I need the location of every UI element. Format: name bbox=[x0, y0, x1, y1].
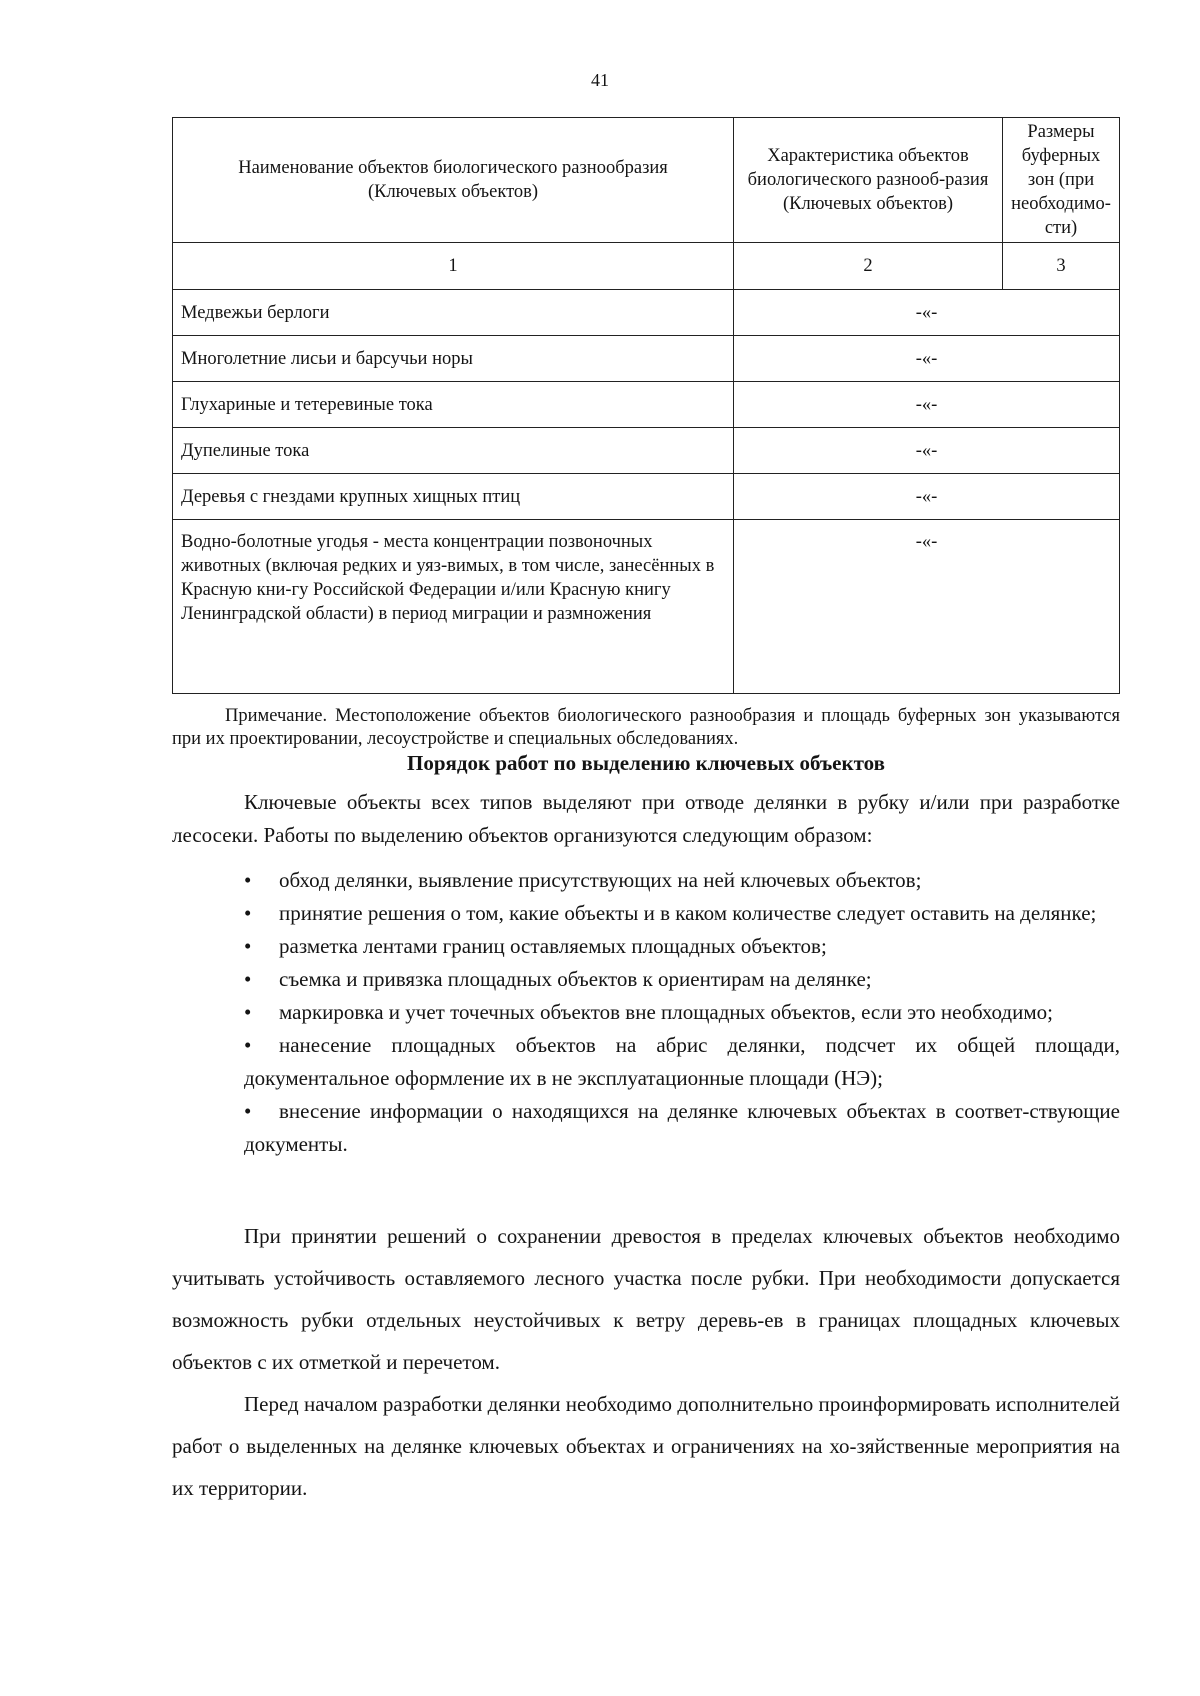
decision-paragraph: При принятии решений о сохранении древостоя в пределах ключевых объектов необходимо учитывать устойчивость оставляемого лесного участка после рубки. При необходимости допускается возможность рубки отдельных неустойчивых к ветру деревь-ев в границах площадных ключевых объектов с их отметкой и перечетом. bbox=[172, 1224, 1120, 1374]
row-value: -«- bbox=[734, 382, 1120, 428]
page-number: 41 bbox=[591, 70, 609, 90]
table-number-row bbox=[173, 243, 1120, 290]
list-item bbox=[172, 864, 1120, 897]
row-value: -«- bbox=[734, 520, 1120, 694]
header-name: Наименование объектов биологического разнообразия (Ключевых объектов) bbox=[173, 118, 734, 243]
row-name: Дупелиные тока bbox=[173, 428, 734, 474]
column-number: 1 bbox=[173, 243, 734, 290]
list-item-text: нанесение площадных объектов на абрис делянки, подсчет их общей площади, документальное оформление их в не эксплуатационные площади (НЭ); bbox=[244, 1033, 1120, 1090]
bullet-marker: • bbox=[244, 967, 252, 991]
list-item bbox=[172, 897, 1120, 930]
row-value: -«- bbox=[734, 336, 1120, 382]
bullet-marker: • bbox=[244, 901, 252, 925]
bullet-marker: • bbox=[244, 1099, 252, 1123]
header-characteristics: Характеристика объектов биологического разнооб-разия (Ключевых объектов) bbox=[734, 118, 1003, 243]
list-item bbox=[172, 963, 1120, 996]
key-objects-table bbox=[172, 117, 1120, 694]
row-value: -«- bbox=[734, 290, 1120, 336]
list-item-text: съемка и привязка площадных объектов к ориентирам на делянке; bbox=[279, 967, 872, 991]
table-row bbox=[173, 290, 1120, 336]
column-number: 2 bbox=[734, 243, 1003, 290]
column-number: 3 bbox=[1003, 243, 1120, 290]
list-item-text: принятие решения о том, какие объекты и в каком количестве следует оставить на делянке; bbox=[279, 901, 1097, 925]
intro-paragraph: Ключевые объекты всех типов выделяют при отводе делянки в рубку и/или при разработке лесосеки. Работы по выделению объектов организуются следующим образом: bbox=[172, 790, 1120, 847]
table-note: Примечание. Местоположение объектов биологического разнообразия и площадь буферных зон указываются при их проектировании, лесоустройстве и специальных обследованиях. bbox=[172, 706, 1120, 749]
list-item-text: внесение информации о находящихся на делянке ключевых объектах в соответ-ствующие документы. bbox=[244, 1099, 1120, 1156]
row-value: -«- bbox=[734, 428, 1120, 474]
bullet-marker: • bbox=[244, 934, 252, 958]
list-item bbox=[172, 1029, 1120, 1095]
row-value: -«- bbox=[734, 474, 1120, 520]
row-name: Медвежьи берлоги bbox=[173, 290, 734, 336]
row-name: Деревья с гнездами крупных хищных птиц bbox=[173, 474, 734, 520]
row-name: Водно-болотные угодья - места концентрации позвоночных животных (включая редких и уяз-вимых, в том числе, занесённых в Красную кни-гу Российской Федерации и/или Красную книгу Ленинградской области) в период миграции и размножения bbox=[173, 520, 734, 694]
briefing-paragraph: Перед началом разработки делянки необходимо дополнительно проинформировать исполнителей работ о выделенных на делянке ключевых объектах и ограничениях на хо-зяйственные мероприятия на их территории. bbox=[172, 1392, 1120, 1500]
list-item-text: обход делянки, выявление присутствующих на ней ключевых объектов; bbox=[279, 868, 922, 892]
bullet-marker: • bbox=[244, 1000, 252, 1024]
list-item bbox=[172, 1095, 1120, 1161]
row-name: Глухариные и тетеревиные тока bbox=[173, 382, 734, 428]
header-buffer-zones: Размеры буферных зон (при необходимо-сти) bbox=[1003, 118, 1120, 243]
table-row bbox=[173, 474, 1120, 520]
bullet-marker: • bbox=[244, 868, 252, 892]
table-row bbox=[173, 382, 1120, 428]
bullet-marker: • bbox=[244, 1033, 252, 1057]
row-name: Многолетние лисьи и барсучьи норы bbox=[173, 336, 734, 382]
procedure-list bbox=[172, 864, 1120, 1161]
table-header-row bbox=[173, 118, 1120, 243]
table-row bbox=[173, 428, 1120, 474]
list-item bbox=[172, 930, 1120, 963]
table-row bbox=[173, 520, 1120, 694]
list-item-text: разметка лентами границ оставляемых площадных объектов; bbox=[279, 934, 827, 958]
list-item-text: маркировка и учет точечных объектов вне площадных объектов, если это необходимо; bbox=[279, 1000, 1053, 1024]
section-heading: Порядок работ по выделению ключевых объектов bbox=[407, 751, 885, 775]
table-row bbox=[173, 336, 1120, 382]
list-item bbox=[172, 996, 1120, 1029]
